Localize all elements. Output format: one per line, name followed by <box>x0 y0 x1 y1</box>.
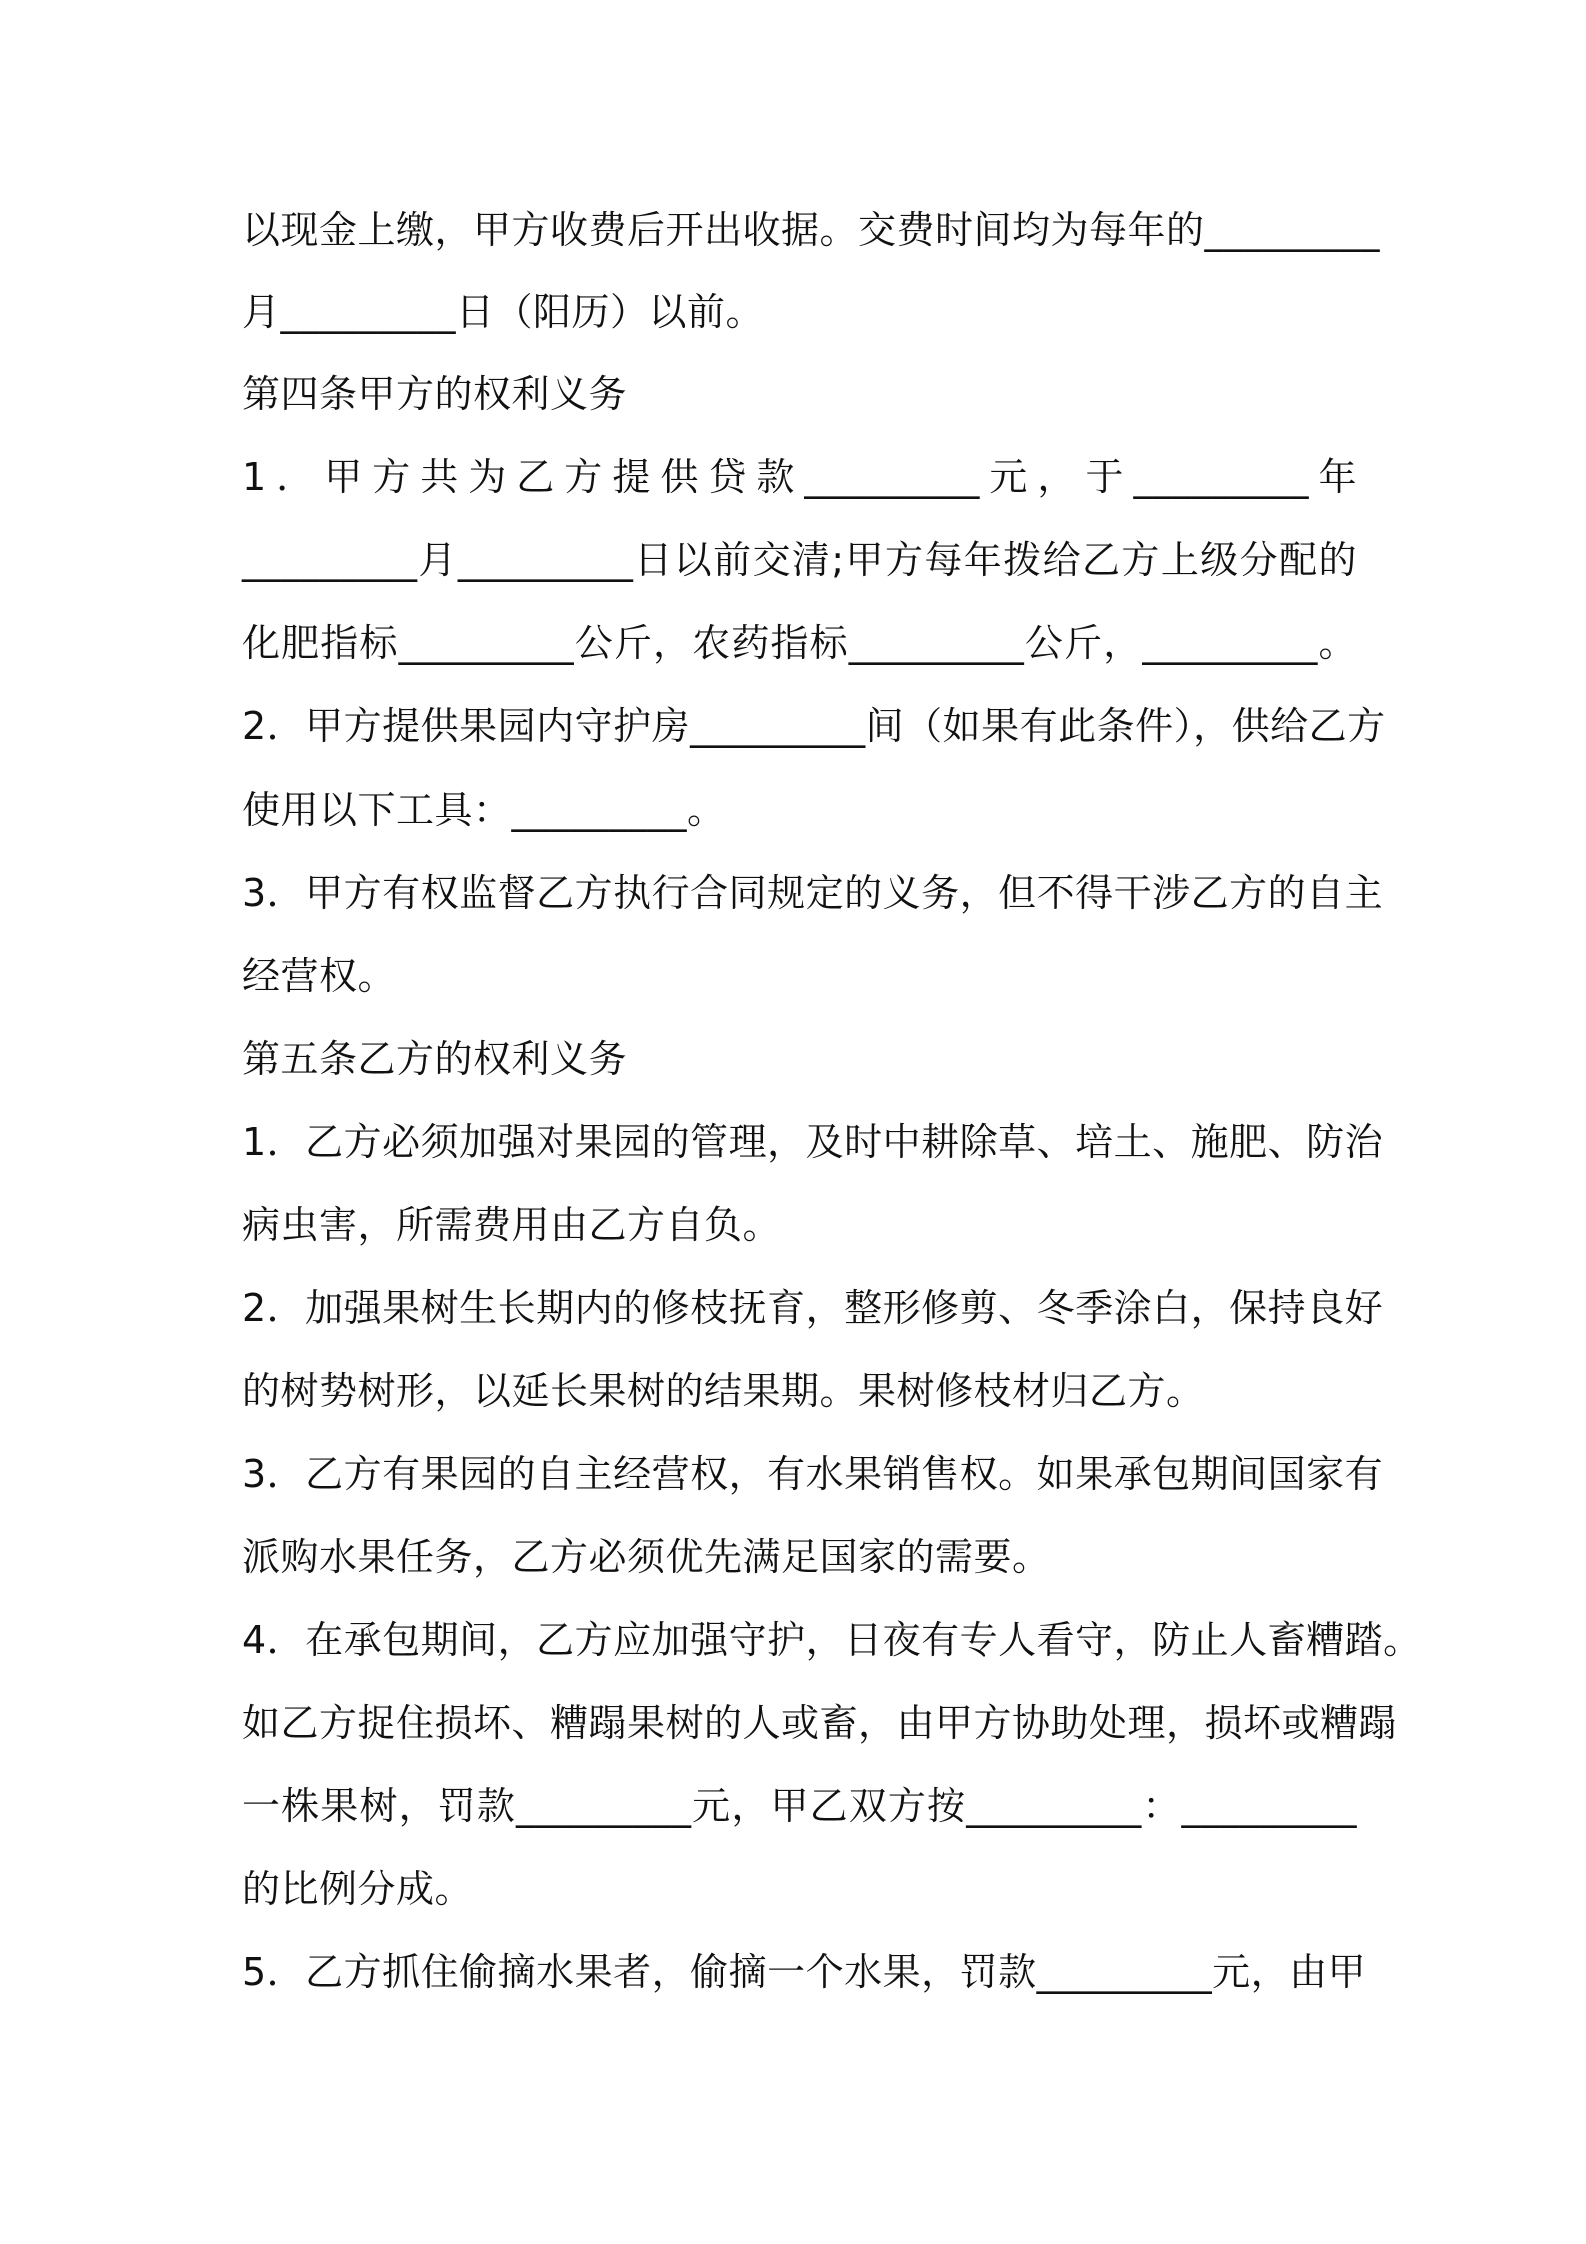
paragraph-line: 一株果树，罚款_________元，甲乙双方按_________：_________ <box>242 1784 1357 1828</box>
paragraph-line: 2．加强果树生长期内的修枝抚育，整形修剪、冬季涂白，保持良好 <box>242 1286 1384 1330</box>
paragraph-line: 3．乙方有果园的自主经营权，有水果销售权。如果承包期间国家有 <box>242 1452 1384 1496</box>
paragraph-line: 1．甲方共为乙方提供贷款_________元，于_________年 <box>242 455 1357 499</box>
paragraph-line: 3．甲方有权监督乙方执行合同规定的义务，但不得干涉乙方的自主 <box>242 871 1384 915</box>
paragraph-line: 4．在承包期间，乙方应加强守护，日夜有专人看守，防止人畜糟踏。 <box>242 1618 1422 1662</box>
section-heading: 第四条甲方的权利义务 <box>242 372 628 416</box>
paragraph-line: 派购水果任务，乙方必须优先满足国家的需要。 <box>242 1535 1051 1579</box>
paragraph-line: 1．乙方必须加强对果园的管理，及时中耕除草、培土、施肥、防治 <box>242 1120 1384 1164</box>
paragraph-line: 以现金上缴，甲方收费后开出收据。交费时间均为每年的_________ <box>242 208 1381 252</box>
paragraph-line: 经营权。 <box>242 954 397 998</box>
paragraph-line: 的比例分成。 <box>242 1867 474 1911</box>
paragraph-line: 化肥指标_________公斤，农药指标_________公斤，_________。 <box>242 621 1357 665</box>
paragraph-line: _________月_________日以前交清;甲方每年拨给乙方上级分配的 <box>242 538 1357 582</box>
paragraph-line: 月_________日（阳历）以前。 <box>242 290 765 334</box>
paragraph-line: 5．乙方抓住偷摘水果者，偷摘一个水果，罚款_________元，由甲 <box>242 1950 1367 1994</box>
section-heading: 第五条乙方的权利义务 <box>242 1037 628 1081</box>
paragraph-line: 的树势树形，以延长果树的结果期。果树修枝材归乙方。 <box>242 1369 1205 1413</box>
paragraph-line: 如乙方捉住损坏、糟蹋果树的人或畜，由甲方协助处理，损坏或糟蹋 <box>242 1701 1398 1745</box>
paragraph-line: 病虫害，所需费用由乙方自负。 <box>242 1203 782 1247</box>
paragraph-line: 2．甲方提供果园内守护房_________间（如果有此条件），供给乙方 <box>242 704 1386 748</box>
paragraph-line: 使用以下工具：_________。 <box>242 788 726 832</box>
